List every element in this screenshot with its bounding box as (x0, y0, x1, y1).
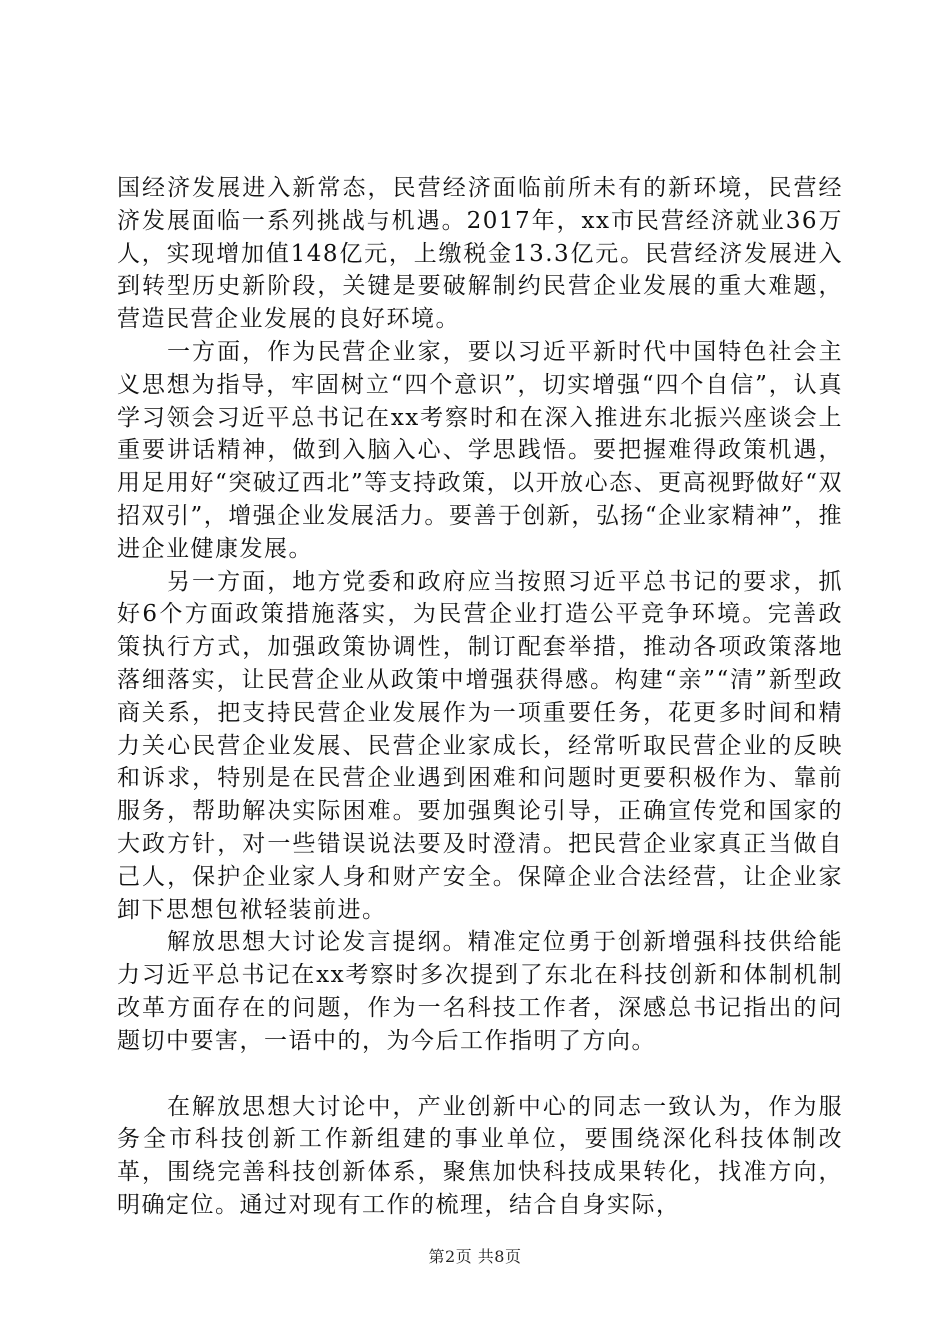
paragraph-government: 另一方面，地方党委和政府应当按照习近平总书记的要求，抓好6个方面政策措施落实，为民营企业打造公平竞争环境。完善政策执行方式，加强政策协调性，制订配套举措，推动各项政策落地落细落实，让民营企业从政策中增强获得感。构建“亲”“清”新型政商关系，把支持民营企业发展作为一项重要任务，花更多时间和精力关心民营企业发展、民营企业家成长，经常听取民营企业的反映和诉求，特别是在民营企业遇到困难和问题时更要积极作为、靠前服务，帮助解决实际困难。要加强舆论引导，正确宣传党和国家的大政方针，对一些错误说法要及时澄清。把民营企业家真正当做自己人，保护企业家人身和财产安全。保障企业合法经营，让企业家卸下思想包袱轻装前进。 (117, 568, 843, 923)
page-number-footer: 第2页 共8页 (428, 1247, 522, 1266)
document-body (117, 172, 843, 1222)
paragraph-innovation-center: 在解放思想大讨论中，产业创新中心的同志一致认为，作为服务全市科技创新工作新组建的事业单位，要围绕深化科技体制改革，围绕完善科技创新体系，聚焦加快科技成果转化，找准方向，明确定位。通过对现有工作的梳理，结合自身实际， (117, 1093, 843, 1218)
paragraph-discussion-outline: 解放思想大讨论发言提纲。精准定位勇于创新增强科技供给能力习近平总书记在xx考察时多次提到了东北在科技创新和体制机制改革方面存在的问题，作为一名科技工作者，深感总书记指出的问题切中要害，一语中的，为今后工作指明了方向。 (117, 929, 843, 1054)
paragraph-entrepreneurs: 一方面，作为民营企业家，要以习近平新时代中国特色社会主义思想为指导，牢固树立“四个意识”，切实增强“四个自信”，认真学习领会习近平总书记在xx考察时和在深入推进东北振兴座谈会上重要讲话精神，做到入脑入心、学思践悟。要把握难得政策机遇，用足用好“突破辽西北”等支持政策，以开放心态、更高视野做好“双招双引”，增强企业发展活力。要善于创新，弘扬“企业家精神”，推进企业健康发展。 (117, 338, 843, 562)
paragraph-intro: 国经济发展进入新常态，民营经济面临前所未有的新环境，民营经济发展面临一系列挑战与机遇。2017年，xx市民营经济就业36万人，实现增加值148亿元，上缴税金13.3亿元。民营经济发展进入到转型历史新阶段，关键是要破解制约民营企业发展的重大难题，营造民营企业发展的良好环境。 (117, 175, 843, 333)
